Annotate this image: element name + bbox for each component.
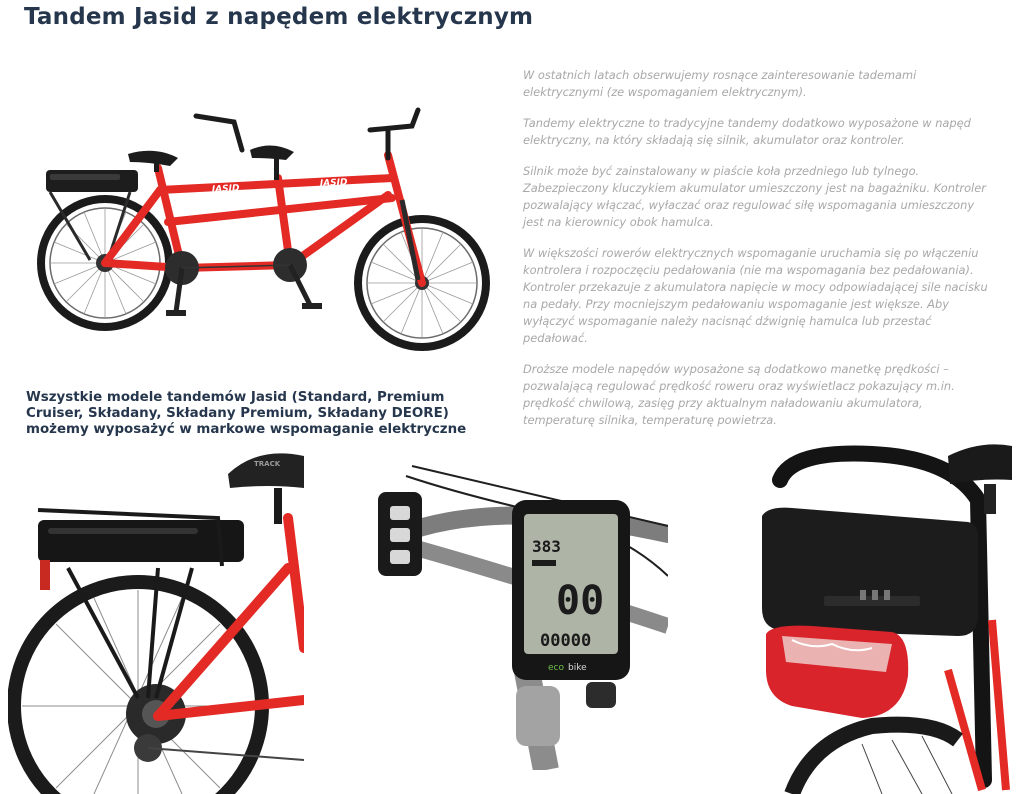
frame-label-2: JASID <box>319 177 348 189</box>
rear-wheel <box>14 582 262 794</box>
rear-rack-battery-photo <box>8 448 304 794</box>
intro-paragraph: W większości rowerów elektrycznych wspomaganie uruchamia się po włączeniu kontrolera i rozpoczęciu pedałowania (nie ma wspomagania bez pedałowania). Kontroler przekazuje z akumulatora napięcie w mocy odpowiadającej sile nacisku na pedały. Przy mocniejszym pedałowaniu wspomaganie jest większe. Aby wyłączyć wspomaganie należy nacisnąć dźwignię hamulca lub przestać pedałować. <box>523 246 988 345</box>
intro-paragraph: Tandemy elektryczne to tradycyjne tandemy dodatkowo wyposażone w napęd elektryczny, na który składają się silnik, akumulator oraz kontroler. <box>523 116 971 147</box>
control-pad <box>378 492 422 576</box>
frame-label-1: JASID <box>211 183 240 195</box>
battery-box <box>762 508 978 636</box>
intro-text <box>523 67 993 443</box>
battery-taillight-photo <box>752 440 1024 794</box>
odometer-readout: 00000 <box>540 631 592 651</box>
stem <box>516 682 616 746</box>
brand-prefix: eco <box>548 663 564 673</box>
brand-suffix: bike <box>568 663 587 673</box>
rear-wheel <box>792 725 958 794</box>
cranksets <box>165 248 322 316</box>
models-caption: Wszystkie modele tandemów Jasid (Standard, Premium Cruiser, Składany, Składany Premium, Składany DEORE) możemy wyposażyć w markowe wspomaganie elektryczne <box>26 390 467 437</box>
saddle-brand-label: TRACK <box>254 460 281 468</box>
intro-paragraph: W ostatnich latach obserwujemy rosnące zainteresowanie tademami elektrycznymi (ze wspomaganiem elektrycznym). <box>523 68 917 99</box>
saddles <box>128 145 294 180</box>
handlebars <box>196 110 418 158</box>
display-controller-photo <box>376 456 668 770</box>
lcd-display <box>512 500 630 680</box>
tail-light <box>766 626 908 718</box>
speed-readout: 00 <box>556 578 605 624</box>
intro-paragraph: Droższe modele napędów wyposażone są dodatkowo manetkę prędkości – pozwalającą regulować prędkość roweru oraz wyświetlacz pokazujący m.in. prędkość chwilową, zasięg przy aktualnym naładowaniu akumulatora, temperaturę silnika, temperaturę powietrza. <box>523 362 955 427</box>
tandem-bike-photo <box>20 100 500 360</box>
trip-digits: 383 <box>532 537 561 556</box>
saddle <box>228 453 304 524</box>
intro-paragraph: Silnik może być zainstalowany w piaście koła przedniego lub tylnego. Zabezpieczony kluczykiem akumulator umieszczony jest na bagażniku. Kontroler pozwalający włączać, wyłaczać oraz regulować siłę wspomagania umieszczony jest na kierownicy obok hamulca. <box>523 164 986 229</box>
page-title: Tandem Jasid z napędem elektrycznym <box>24 4 534 30</box>
